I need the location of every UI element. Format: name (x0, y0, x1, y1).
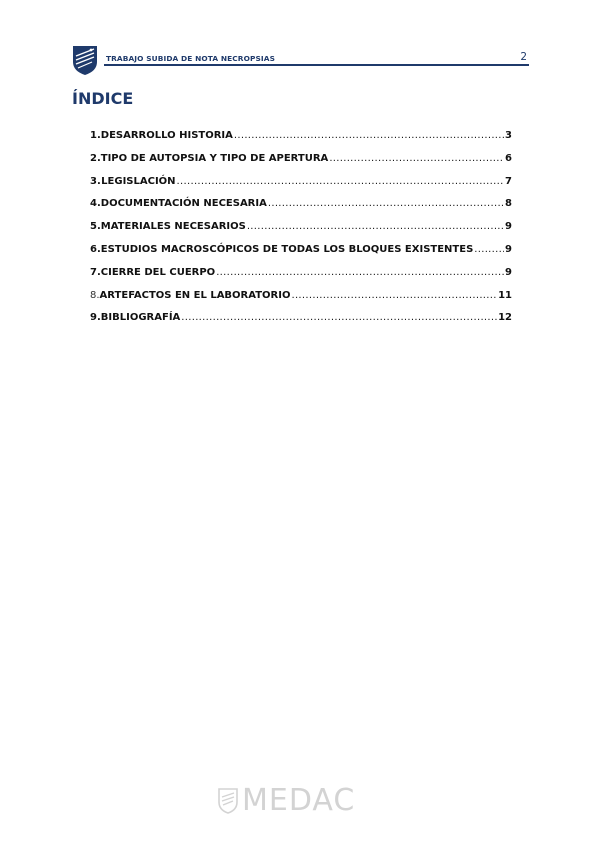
toc-entry-page: 9 (505, 221, 512, 233)
medac-watermark (218, 784, 378, 818)
toc-entry-page: 6 (505, 152, 512, 164)
toc-entry-page: 9 (505, 243, 512, 255)
toc-entry[interactable] (90, 130, 512, 153)
toc-entry-number: 9. (90, 312, 101, 324)
toc-entry[interactable] (90, 221, 512, 244)
watermark-text: MEDAC (242, 783, 356, 818)
toc-dot-leader (234, 130, 504, 141)
toc-entry-number: 8. (90, 289, 100, 301)
document-title: TRABAJO SUBIDA DE NOTA NECROPSIAS (106, 54, 275, 63)
toc-entry-label: BIBLIOGRAFÍA (100, 312, 181, 324)
medac-shield-watermark-icon (218, 788, 238, 814)
toc-entry-page: 3 (505, 130, 512, 141)
toc-dot-leader (216, 267, 504, 278)
toc-entry[interactable] (90, 153, 512, 176)
toc-entry-page: 11 (498, 289, 512, 301)
toc-dot-leader (291, 290, 497, 301)
toc-entry-number: 4. (90, 198, 101, 210)
toc-entry-number: 7. (90, 266, 101, 278)
toc-entry[interactable] (90, 312, 512, 335)
medac-shield-logo-icon (72, 44, 98, 76)
toc-dot-leader (177, 176, 504, 187)
toc-entry-label: MATERIALES NECESARIOS (100, 221, 246, 233)
toc-entry-label: TIPO DE AUTOPSIA Y TIPO DE APERTURA (100, 152, 329, 164)
toc-entry-label: ARTEFACTOS EN EL LABORATORIO (99, 289, 291, 301)
toc-entry-number: 5. (90, 221, 101, 233)
toc-heading: ÍNDICE (72, 89, 134, 108)
toc-entry-label: ESTUDIOS MACROSCÓPICOS DE TODAS LOS BLOQUES EXISTENTES (100, 243, 474, 255)
toc-entry-label: LEGISLACIÓN (101, 175, 176, 187)
toc-entry[interactable] (90, 244, 512, 267)
toc-entry[interactable] (90, 198, 512, 221)
toc-entry-label: DOCUMENTACIÓN NECESARIA (100, 198, 267, 210)
toc-entry-number: 2. (90, 152, 101, 164)
header-divider (104, 64, 529, 66)
toc-entry-label: CIERRE DEL CUERPO (100, 266, 216, 278)
toc-entry-number: 6. (90, 243, 101, 255)
toc-entry-number: 3. (90, 175, 101, 187)
toc-entry-page: 9 (505, 266, 512, 278)
toc-entry[interactable] (90, 267, 512, 290)
toc-dot-leader (268, 198, 504, 209)
toc-entry[interactable] (90, 176, 512, 199)
page-number: 2 (520, 51, 527, 63)
toc-dot-leader (329, 153, 504, 164)
toc-entry[interactable] (90, 290, 512, 313)
toc-dot-leader (247, 221, 504, 232)
toc-entry-number: 1. (90, 130, 101, 141)
toc-dot-leader (474, 244, 504, 255)
toc-entry-label: DESARROLLO HISTORIA (100, 130, 233, 141)
toc-entry-page: 8 (505, 198, 512, 210)
toc-entry-page: 12 (498, 312, 512, 324)
table-of-contents (90, 130, 512, 335)
toc-dot-leader (181, 312, 497, 323)
page-header (72, 44, 529, 76)
toc-entry-page: 7 (505, 175, 512, 187)
